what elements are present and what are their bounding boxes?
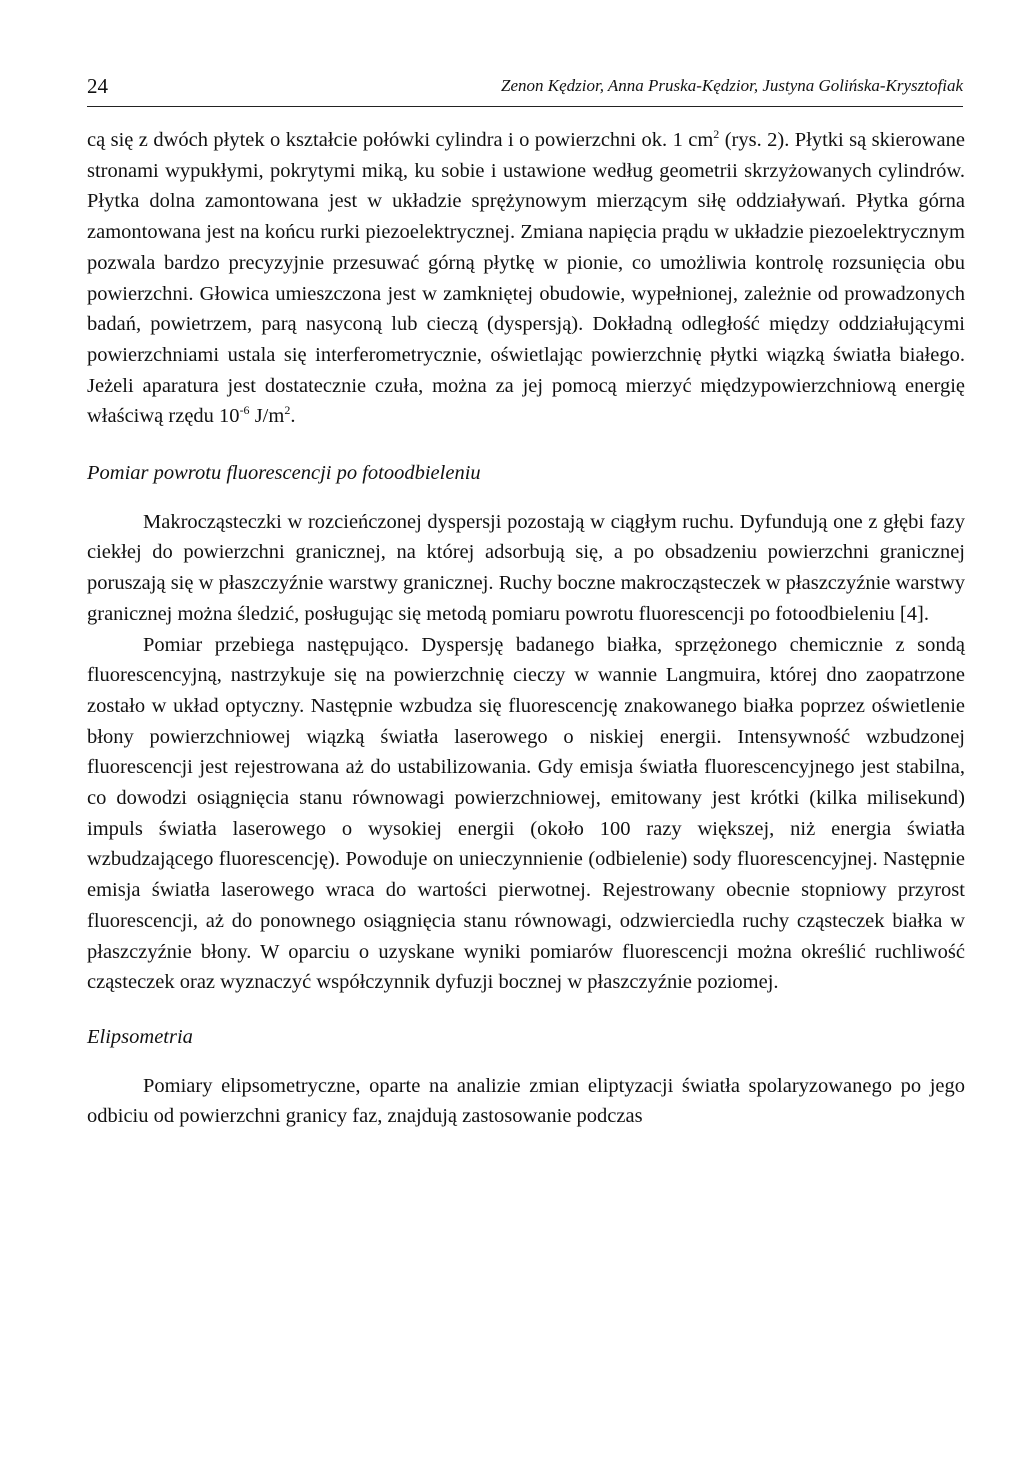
section-heading: Elipsometria (87, 1025, 193, 1048)
paragraph-continued (87, 125, 965, 432)
paragraph-text: (rys. 2). Płytki są skierowane stronami wypukłymi, pokrytymi miką, ku sobie i ustawione według geometrii skrzyżowanych cylindrów. Płytka dolna zamontowana jest w układzie sprężynowym mierzącym siłę oddziaływań. Płytka górna zamontowana jest na końcu rurki piezoelektrycznej. Zmiana napięcia prądu w układzie piezoelektrycznym pozwala bardzo precyzyjnie przesuwać górną płytkę w pionie, co umożliwia kontrolę rozsunięcia obu powierzchni. Głowica umieszczona jest w zamkniętej obudowie, wypełnionej, zależnie od prowadzonych badań, powietrzem, parą nasyconą lub cieczą (dyspersją). Dokładną odległość między oddziałującymi powierzchniami ustala się interferometrycznie, oświetlając powierzchnię płytki wiązką światła białego. Jeżeli aparatura jest dostatecznie czuła, można za jej pomocą mierzyć międzypowierzchniową energię właściwą rzędu 10 (87, 129, 966, 428)
paragraph: Makrocząsteczki w rozcieńczonej dyspersji pozostają w ciągłym ruchu. Dyfundują one z głębi fazy ciekłej do powierzchni granicznej, na której adsorbują się, a po obsadzeniu powierzchni granicznej poruszają się w płaszczyźnie warstwy granicznej. Ruchy boczne makrocząsteczek w płaszczyźnie warstwy granicznej można śledzić, posługując się metodą pomiaru powrotu fluorescencji po fotoodbieleniu [4]. (87, 510, 965, 625)
superscript: -6 (239, 403, 250, 418)
body-text (87, 125, 965, 1132)
paragraph-text: J/m (249, 405, 285, 428)
running-head: Zenon Kędzior, Anna Pruska-Kędzior, Justyna Golińska-Krysztofiak (501, 76, 963, 95)
paragraph-text: . (290, 405, 296, 428)
paragraph: Pomiar przebiega następująco. Dyspersję badanego białka, sprzężonego chemicznie z sondą fluorescencyjną, nastrzykuje się na powierzchnię cieczy w wannie Langmuira, której dno zaopatrzone zostało w układ optyczny. Następnie wzbudza się fluorescencję znakowanego białka poprzez oświetlenie błony powierzchniowej wiązką światła laserowego o niskiej energii. Intensywność wzbudzonej fluorescencji jest rejestrowana aż do ustabilizowania. Gdy emisja światła fluorescencyjnego jest stabilna, co dowodzi osiągnięcia stanu równowagi powierzchniowej, emitowany jest krótki (kilka milisekund) impuls światła laserowego o wysokiej energii (około 100 razy większej, niż energia światła wzbudzającego fluorescencję). Powoduje on unieczynnienie (odbielenie) sody fluorescencyjnej. Następnie emisja światła laserowego wraca do wartości pierwotnej. Rejestrowany obecnie stopniowy przyrost fluorescencji, aż do ponownego osiągnięcia stanu równowagi, odzwierciedla ruchy cząsteczek białka w płaszczyźnie błony. W oparciu o uzyskane wyniki pomiarów fluorescencji można określić ruchliwość cząsteczek oraz wyznaczyć współczynnik dyfuzji bocznej w płaszczyźnie poziomej. (87, 633, 965, 994)
section-heading: Pomiar powrotu fluorescencji po fotoodbieleniu (87, 462, 481, 485)
paragraph-text: cą się z dwóch płytek o kształcie połówki cylindra i o powierzchni ok. 1 cm (87, 129, 714, 151)
superscript: 2 (284, 403, 291, 418)
superscript: 2 (713, 127, 720, 141)
page-number: 24 (87, 74, 108, 98)
paragraph: Pomiary elipsometryczne, oparte na analizie zmian eliptyzacji światła spolaryzowanego po jego odbiciu od powierzchni granicy faz, znajdują zastosowanie podczas (87, 1074, 965, 1128)
page-header (87, 72, 963, 107)
